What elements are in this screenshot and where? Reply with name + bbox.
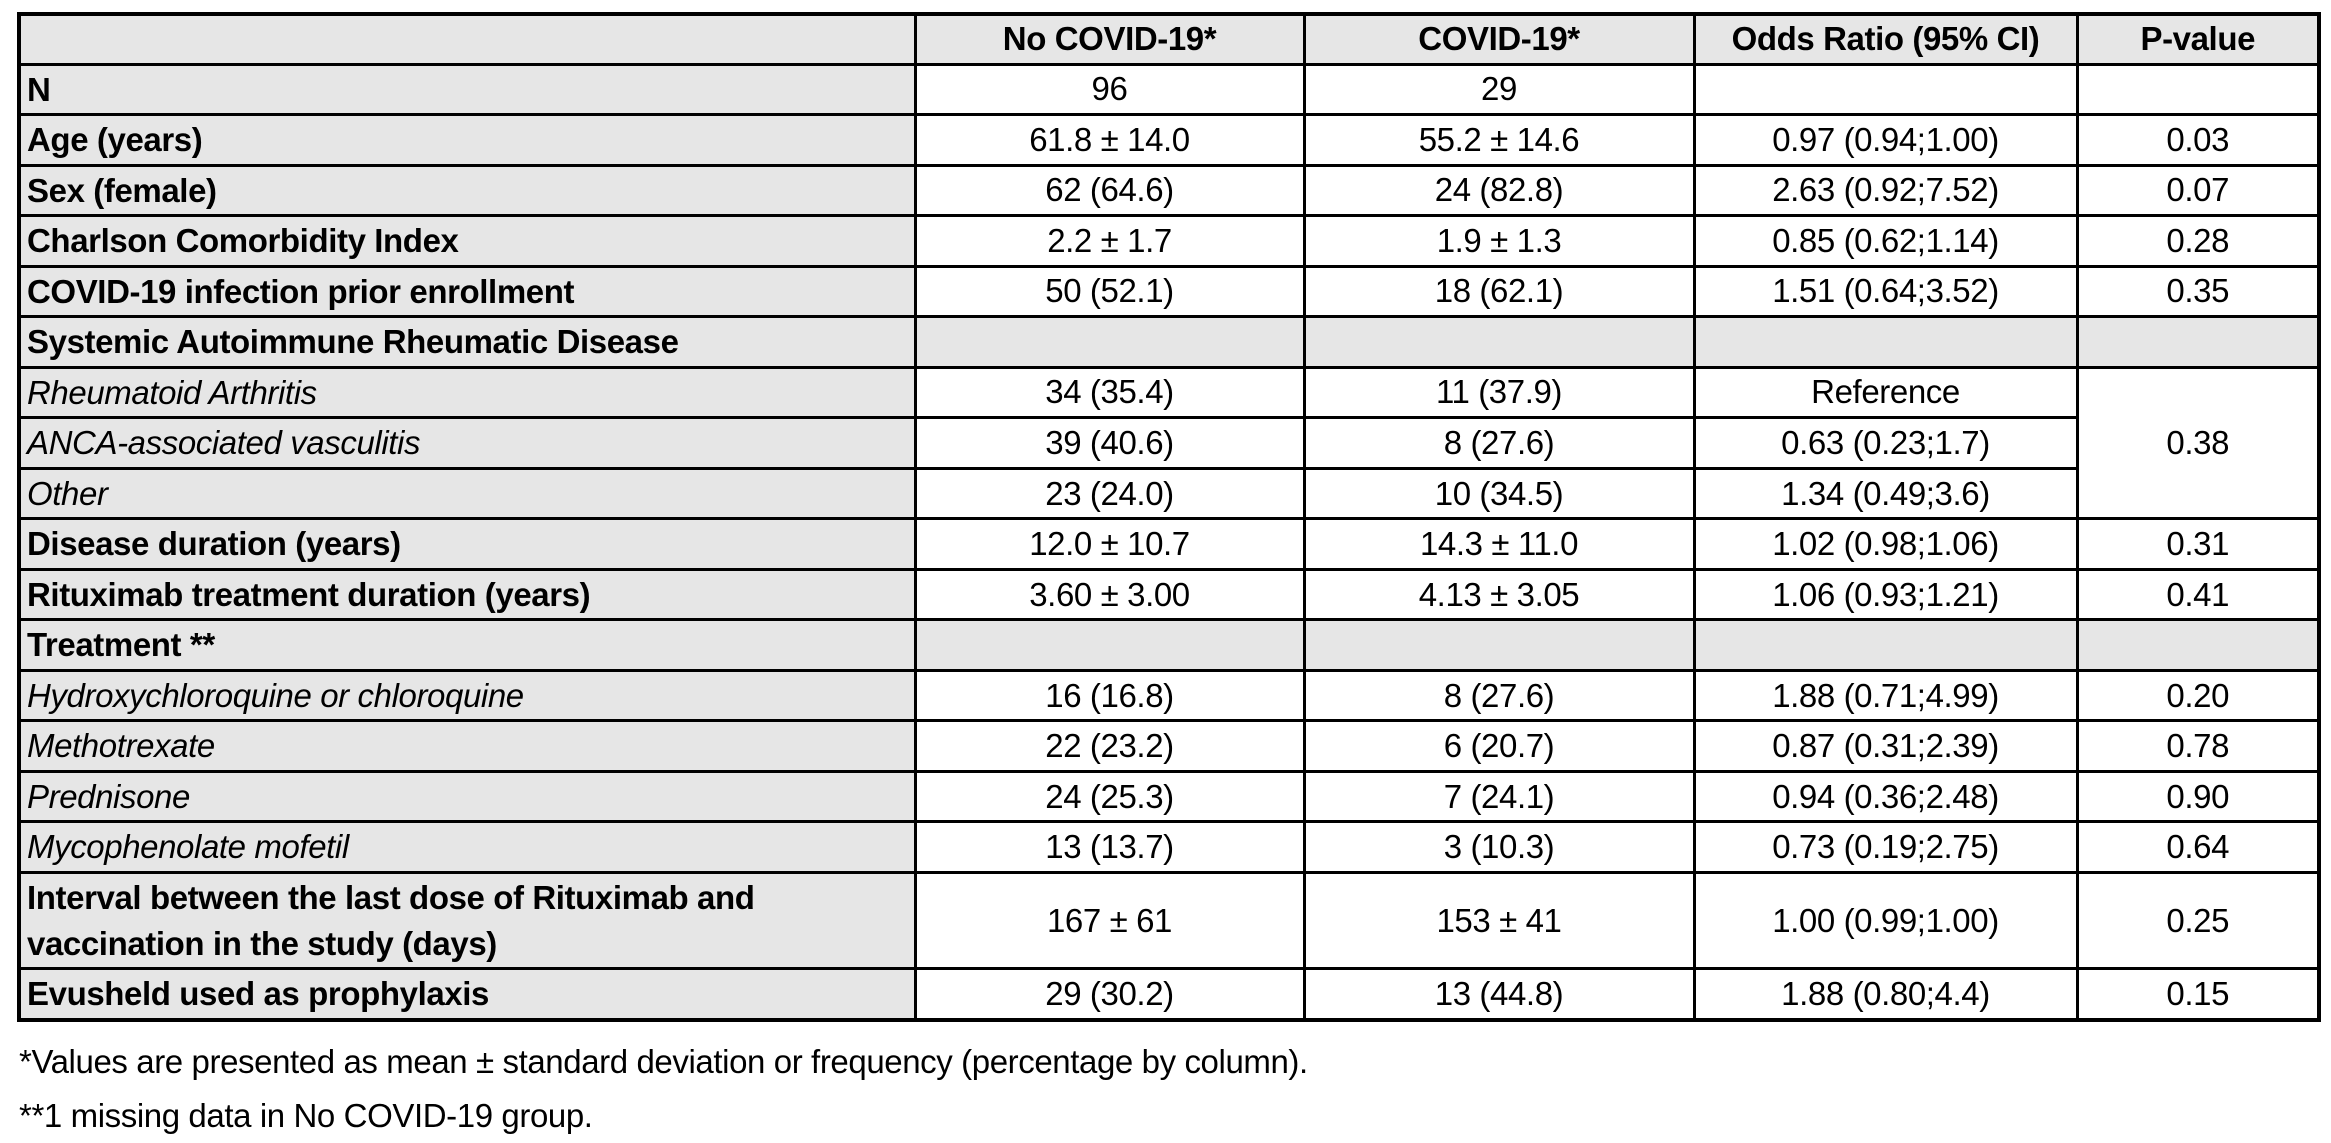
- data-cell: [2077, 317, 2319, 368]
- table-header: [19, 14, 2319, 64]
- data-cell: 6 (20.7): [1304, 721, 1694, 772]
- table-row: [19, 873, 2319, 969]
- header-row: [19, 14, 2319, 64]
- data-cell: 0.25: [2077, 873, 2319, 969]
- table-row: [19, 670, 2319, 721]
- data-cell: 3.60 ± 3.00: [915, 569, 1304, 620]
- data-cell: 153 ± 41: [1304, 873, 1694, 969]
- column-header: COVID-19*: [1304, 14, 1694, 64]
- section-row: [19, 317, 2319, 368]
- data-cell-merged: 0.38: [2077, 367, 2319, 519]
- baseline-characteristics-table: [17, 12, 2321, 1022]
- data-cell: [1304, 620, 1694, 671]
- table-row: [19, 468, 2319, 519]
- data-cell: 24 (82.8): [1304, 165, 1694, 216]
- data-cell: 11 (37.9): [1304, 367, 1694, 418]
- data-cell: 22 (23.2): [915, 721, 1304, 772]
- footnotes: [17, 1035, 2317, 1143]
- data-cell: [1694, 64, 2077, 115]
- row-label: Evusheld used as prophylaxis: [19, 969, 915, 1020]
- data-cell: 0.07: [2077, 165, 2319, 216]
- row-label: Prednisone: [19, 771, 915, 822]
- data-cell: 50 (52.1): [915, 266, 1304, 317]
- column-header: P-value: [2077, 14, 2319, 64]
- data-cell: 0.41: [2077, 569, 2319, 620]
- data-cell: 1.02 (0.98;1.06): [1694, 519, 2077, 570]
- data-cell: 12.0 ± 10.7: [915, 519, 1304, 570]
- row-label: Age (years): [19, 115, 915, 166]
- table-row: [19, 216, 2319, 267]
- row-label: Other: [19, 468, 915, 519]
- row-label: Systemic Autoimmune Rheumatic Disease: [19, 317, 915, 368]
- data-cell: 0.85 (0.62;1.14): [1694, 216, 2077, 267]
- data-cell: [1304, 317, 1694, 368]
- row-label: Methotrexate: [19, 721, 915, 772]
- table-row: [19, 569, 2319, 620]
- data-cell: [2077, 64, 2319, 115]
- data-cell: 1.00 (0.99;1.00): [1694, 873, 2077, 969]
- row-label: N: [19, 64, 915, 115]
- data-cell: 23 (24.0): [915, 468, 1304, 519]
- table-row: [19, 367, 2319, 418]
- data-cell: 0.03: [2077, 115, 2319, 166]
- table-row: [19, 519, 2319, 570]
- row-label: ANCA-associated vasculitis: [19, 418, 915, 469]
- data-cell: 8 (27.6): [1304, 670, 1694, 721]
- data-cell: 34 (35.4): [915, 367, 1304, 418]
- data-cell: [1694, 620, 2077, 671]
- data-cell: 1.34 (0.49;3.6): [1694, 468, 2077, 519]
- row-label: Treatment **: [19, 620, 915, 671]
- data-cell: Reference: [1694, 367, 2077, 418]
- table-row: [19, 969, 2319, 1020]
- row-label: Mycophenolate mofetil: [19, 822, 915, 873]
- row-label: Rheumatoid Arthritis: [19, 367, 915, 418]
- data-cell: 62 (64.6): [915, 165, 1304, 216]
- data-cell: 13 (44.8): [1304, 969, 1694, 1020]
- data-cell: 13 (13.7): [915, 822, 1304, 873]
- table-row: [19, 266, 2319, 317]
- data-cell: 55.2 ± 14.6: [1304, 115, 1694, 166]
- footnote-missing-data: **1 missing data in No COVID-19 group.: [19, 1096, 593, 1134]
- table-row: [19, 822, 2319, 873]
- data-cell: 96: [915, 64, 1304, 115]
- section-row: [19, 620, 2319, 671]
- data-cell: 1.88 (0.80;4.4): [1694, 969, 2077, 1020]
- data-cell: 2.2 ± 1.7: [915, 216, 1304, 267]
- table-row: [19, 165, 2319, 216]
- data-cell: 0.15: [2077, 969, 2319, 1020]
- data-cell: 0.78: [2077, 721, 2319, 772]
- page: [17, 12, 2317, 1143]
- row-label: Charlson Comorbidity Index: [19, 216, 915, 267]
- data-cell: 10 (34.5): [1304, 468, 1694, 519]
- table-row: [19, 418, 2319, 469]
- row-label: COVID-19 infection prior enrollment: [19, 266, 915, 317]
- data-cell: 167 ± 61: [915, 873, 1304, 969]
- data-cell: 4.13 ± 3.05: [1304, 569, 1694, 620]
- data-cell: 0.97 (0.94;1.00): [1694, 115, 2077, 166]
- data-cell: 29 (30.2): [915, 969, 1304, 1020]
- data-cell: 18 (62.1): [1304, 266, 1694, 317]
- data-cell: 1.88 (0.71;4.99): [1694, 670, 2077, 721]
- data-cell: 8 (27.6): [1304, 418, 1694, 469]
- data-cell: 24 (25.3): [915, 771, 1304, 822]
- data-cell: 0.20: [2077, 670, 2319, 721]
- data-cell: [915, 620, 1304, 671]
- table-row: [19, 771, 2319, 822]
- table-row: [19, 64, 2319, 115]
- footnote-values-legend: *Values are presented as mean ± standard deviation or frequency (percentage by column).: [19, 1042, 1308, 1080]
- column-header: No COVID-19*: [915, 14, 1304, 64]
- data-cell: 0.73 (0.19;2.75): [1694, 822, 2077, 873]
- data-cell: 0.87 (0.31;2.39): [1694, 721, 2077, 772]
- data-cell: 0.94 (0.36;2.48): [1694, 771, 2077, 822]
- data-cell: 1.9 ± 1.3: [1304, 216, 1694, 267]
- data-cell: [2077, 620, 2319, 671]
- column-header: Odds Ratio (95% CI): [1694, 14, 2077, 64]
- row-label: Interval between the last dose of Rituximab and vaccination in the study (days): [19, 873, 915, 969]
- row-label: Hydroxychloroquine or chloroquine: [19, 670, 915, 721]
- row-label: Rituximab treatment duration (years): [19, 569, 915, 620]
- data-cell: 0.64: [2077, 822, 2319, 873]
- data-cell: 29: [1304, 64, 1694, 115]
- data-cell: [1694, 317, 2077, 368]
- data-cell: 39 (40.6): [915, 418, 1304, 469]
- data-cell: 14.3 ± 11.0: [1304, 519, 1694, 570]
- data-cell: 0.28: [2077, 216, 2319, 267]
- header-empty-cell: [19, 14, 915, 64]
- row-label: Disease duration (years): [19, 519, 915, 570]
- data-cell: 1.51 (0.64;3.52): [1694, 266, 2077, 317]
- data-cell: 0.35: [2077, 266, 2319, 317]
- data-cell: [915, 317, 1304, 368]
- data-cell: 1.06 (0.93;1.21): [1694, 569, 2077, 620]
- data-cell: 2.63 (0.92;7.52): [1694, 165, 2077, 216]
- row-label: Sex (female): [19, 165, 915, 216]
- data-cell: 61.8 ± 14.0: [915, 115, 1304, 166]
- data-cell: 3 (10.3): [1304, 822, 1694, 873]
- table-row: [19, 721, 2319, 772]
- table-body: [19, 64, 2319, 1020]
- data-cell: 0.63 (0.23;1.7): [1694, 418, 2077, 469]
- table-row: [19, 115, 2319, 166]
- data-cell: 0.31: [2077, 519, 2319, 570]
- data-cell: 7 (24.1): [1304, 771, 1694, 822]
- data-cell: 16 (16.8): [915, 670, 1304, 721]
- data-cell: 0.90: [2077, 771, 2319, 822]
